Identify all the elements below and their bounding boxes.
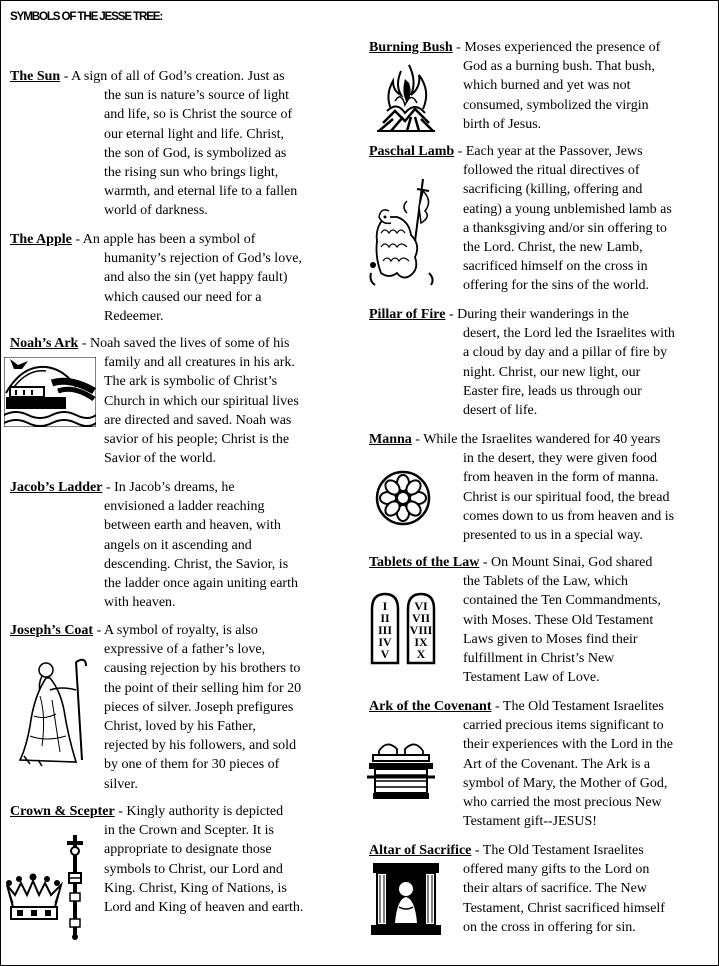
entry-line: on the cross in offering for sin. [463, 919, 636, 935]
entry-line: God as a burning bush. That bush, [463, 59, 655, 75]
entry-line: who carried the most precious New [463, 795, 662, 811]
entry-line: causing rejection by his brothers to [104, 661, 301, 677]
entry-line: contained the Ten Commandments, [463, 593, 661, 609]
entry-line: with heaven. [104, 595, 176, 611]
entry-first-line: - Noah saved the lives of some of his [78, 336, 290, 351]
entry-line: in the Crown and Scepter. It is [104, 823, 274, 839]
tablet-numeral: VII [411, 611, 431, 625]
paschal-lamb-icon [367, 177, 439, 287]
entry-heading: The Sun [10, 69, 61, 84]
entry-line: in the desert, they were given food [463, 451, 657, 467]
entry-line: Savior of the world. [104, 451, 216, 467]
entry-line: savior of his people; Christ is the [104, 432, 290, 448]
entry-line: pieces of silver. Joseph prefigures [104, 699, 294, 715]
entry-line: symbols to Christ, our Lord and [104, 861, 283, 877]
tablet-numeral: VI [414, 599, 428, 613]
entry-line: angels on it ascending and [104, 537, 252, 553]
entry-body [463, 572, 661, 687]
entry-line: sacrificing (killing, offering and [463, 182, 643, 198]
entry-line: the point of their selling him for 20 [104, 680, 302, 696]
entry-line: The ark is symbolic of Christ’s [104, 374, 278, 390]
entry-first-line: - Kingly authority is depicted [114, 804, 284, 819]
entry-line: King. Christ, King of Nations, is [104, 880, 287, 896]
entry-first-line: - Each year at the Passover, Jews [454, 144, 643, 159]
entry-heading: Paschal Lamb [369, 144, 455, 159]
entry-line: offering for the sins of the world. [463, 278, 649, 294]
entry-line: sacrificed himself on the cross in [463, 259, 648, 275]
entry-line: Easter fire, leads us through our [463, 383, 642, 399]
entry-body [463, 716, 673, 831]
entry-body [463, 324, 675, 420]
entry-line: consumed, symbolized the virgin [463, 97, 649, 113]
entry-body [104, 821, 303, 917]
entry-first-line: - A sign of all of God’s creation. Just as [60, 69, 285, 84]
entry-line: the sun is nature’s source of light [104, 88, 290, 104]
entry-the-sun [10, 67, 297, 221]
entry-line: Lord and King of heaven and earth. [104, 900, 304, 916]
entry-line: appropriate to designate those [104, 842, 272, 858]
ark-of-covenant-icon [367, 737, 435, 803]
entry-body [104, 249, 302, 326]
entry-line: rejected by his followers, and sold [104, 738, 297, 754]
entry-body [104, 353, 299, 468]
entry-pillar-of-fire [369, 305, 675, 420]
entry-line: symbol of Mary, the Mother of God, [463, 775, 668, 791]
entry-first-line: - An apple has been a symbol of [71, 232, 256, 247]
entry-line: Testament gift--JESUS! [463, 814, 597, 830]
entry-line: offered many gifts to the Lord on [463, 862, 650, 878]
entry-line: Redeemer. [104, 308, 164, 324]
entry-line: fulfillment in Christ’s New [463, 651, 615, 667]
entry-heading: Pillar of Fire [369, 307, 446, 322]
entry-line: Testament, Christ sacrificed himself [463, 900, 665, 916]
entry-line: warmth, and eternal life to a fallen [104, 184, 298, 200]
entry-line: presented to us in a special way. [463, 528, 643, 544]
entry-line: silver. [104, 776, 138, 792]
entry-line: followed the ritual directives of [463, 163, 640, 179]
entry-heading: Ark of the Covenant [369, 699, 492, 714]
manna-flower-icon [375, 470, 431, 526]
altar-icon [371, 861, 441, 937]
entry-line: Art of the Covenant. The Ark is a [463, 756, 651, 772]
entry-heading: Crown & Scepter [10, 804, 115, 819]
entry-line: the Tablets of the Law, which [463, 574, 629, 590]
entry-line: and life, so is Christ the source of [104, 107, 293, 123]
entry-line: our eternal light and life. Christ, [104, 126, 285, 142]
entry-line: eating) a young unblemished lamb as [463, 201, 672, 217]
tablet-numeral: VIII [409, 623, 433, 637]
entry-line: their altars of sacrifice. The New [463, 881, 647, 897]
entry-heading: Tablets of the Law [369, 555, 480, 570]
entry-line: desert of life. [463, 403, 538, 419]
crown-scepter-icon [3, 833, 95, 941]
entry-line: from heaven in the form of manna. [463, 470, 659, 486]
entry-line: humanity’s rejection of God’s love, [104, 251, 302, 267]
entry-line: and also the sin (yet happy fault) [104, 270, 288, 286]
tablet-numeral: V [380, 647, 390, 661]
entry-line: world of darkness. [104, 203, 208, 219]
entry-body [463, 57, 660, 134]
entry-heading: Jacob’s Ladder [10, 480, 103, 495]
entry-line: Laws given to Moses find their [463, 631, 638, 647]
entry-heading: Noah’s Ark [10, 336, 79, 351]
entry-line: descending. Christ, the Savior, is [104, 556, 289, 572]
entry-line: their experiences with the Lord in the [463, 737, 673, 753]
entry-line: desert, the Lord led the Israelites with [463, 326, 675, 342]
entry-first-line: - The Old Testament Israelites [491, 699, 664, 714]
entry-line: family and all creatures in his ark. [104, 355, 295, 371]
joseph-figure-icon [16, 656, 94, 766]
entry-jacobs-ladder [10, 478, 298, 612]
burning-bush-icon [375, 61, 437, 133]
entry-line: a cloud by day and a pillar of fire by [463, 345, 668, 361]
entry-line: Christ, loved by his Father, [104, 719, 256, 735]
entry-first-line: - Moses experienced the presence of [452, 40, 661, 55]
scepter-icon [67, 835, 83, 940]
tablet-numeral: I [382, 599, 388, 613]
entry-body [104, 86, 297, 220]
entry-line: by one of them for 30 pieces of [104, 757, 280, 773]
entry-heading: Altar of Sacrifice [369, 843, 472, 858]
tablet-numeral: II [380, 611, 390, 625]
tablet-numeral: III [377, 623, 393, 637]
tablet-numeral: X [416, 647, 426, 661]
entry-line: Christ is our spiritual food, the bread [463, 489, 670, 505]
entry-the-apple [10, 230, 302, 326]
entry-line: between earth and heaven, with [104, 518, 281, 534]
entry-line: comes down to us from heaven and is [463, 508, 675, 524]
entry-line: with Moses. These Old Testament [463, 612, 654, 628]
entry-line: birth of Jesus. [463, 116, 542, 132]
tablets-icon [369, 591, 437, 665]
tablet-numeral: IV [378, 635, 392, 649]
page-title: SYMBOLS OF THE JESSE TREE: [10, 9, 163, 23]
entry-line: carried precious items significant to [463, 718, 664, 734]
entry-line: Church in which our spiritual lives [104, 393, 299, 409]
entry-line: the son of God, is symbolized as [104, 145, 287, 161]
entry-heading: Joseph’s Coat [10, 623, 94, 638]
entry-line: which caused our need for a [104, 289, 262, 305]
entry-body [463, 161, 672, 295]
entry-heading: The Apple [10, 232, 72, 247]
entry-line: which burned and yet was not [463, 78, 631, 94]
tablet-numeral: IX [414, 635, 428, 649]
entry-line: the rising sun who brings light, [104, 165, 279, 181]
entry-first-line: - During their wanderings in the [445, 307, 629, 322]
entry-line: the ladder once again uniting earth [104, 576, 298, 592]
entry-line: are directed and saved. Noah was [104, 412, 292, 428]
entry-line: expressive of a father’s love, [104, 642, 266, 658]
entry-line: the Lord. Christ, the new Lamb, [463, 240, 643, 256]
entry-first-line: - The Old Testament Israelites [471, 843, 644, 858]
entry-line: Testament Law of Love. [463, 670, 600, 686]
entry-first-line: - While the Israelites wandered for 40 years [411, 432, 661, 447]
entry-first-line: - On Mount Sinai, God shared [479, 555, 653, 570]
crown-icon [6, 874, 61, 920]
entry-body [104, 640, 301, 794]
entry-heading: Burning Bush [369, 40, 453, 55]
entry-line: envisioned a ladder reaching [104, 499, 265, 515]
entry-heading: Manna [369, 432, 412, 447]
entry-body [463, 860, 665, 937]
entry-body [104, 497, 298, 612]
entry-line: night. Christ, our new light, our [463, 364, 641, 380]
entry-line: a thanksgiving and/or sin offering to [463, 220, 667, 236]
entry-first-line: - A symbol of royalty, is also [93, 623, 258, 638]
entry-first-line: - In Jacob’s dreams, he [102, 480, 235, 495]
entry-body [463, 449, 674, 545]
ark-icon [4, 357, 96, 427]
